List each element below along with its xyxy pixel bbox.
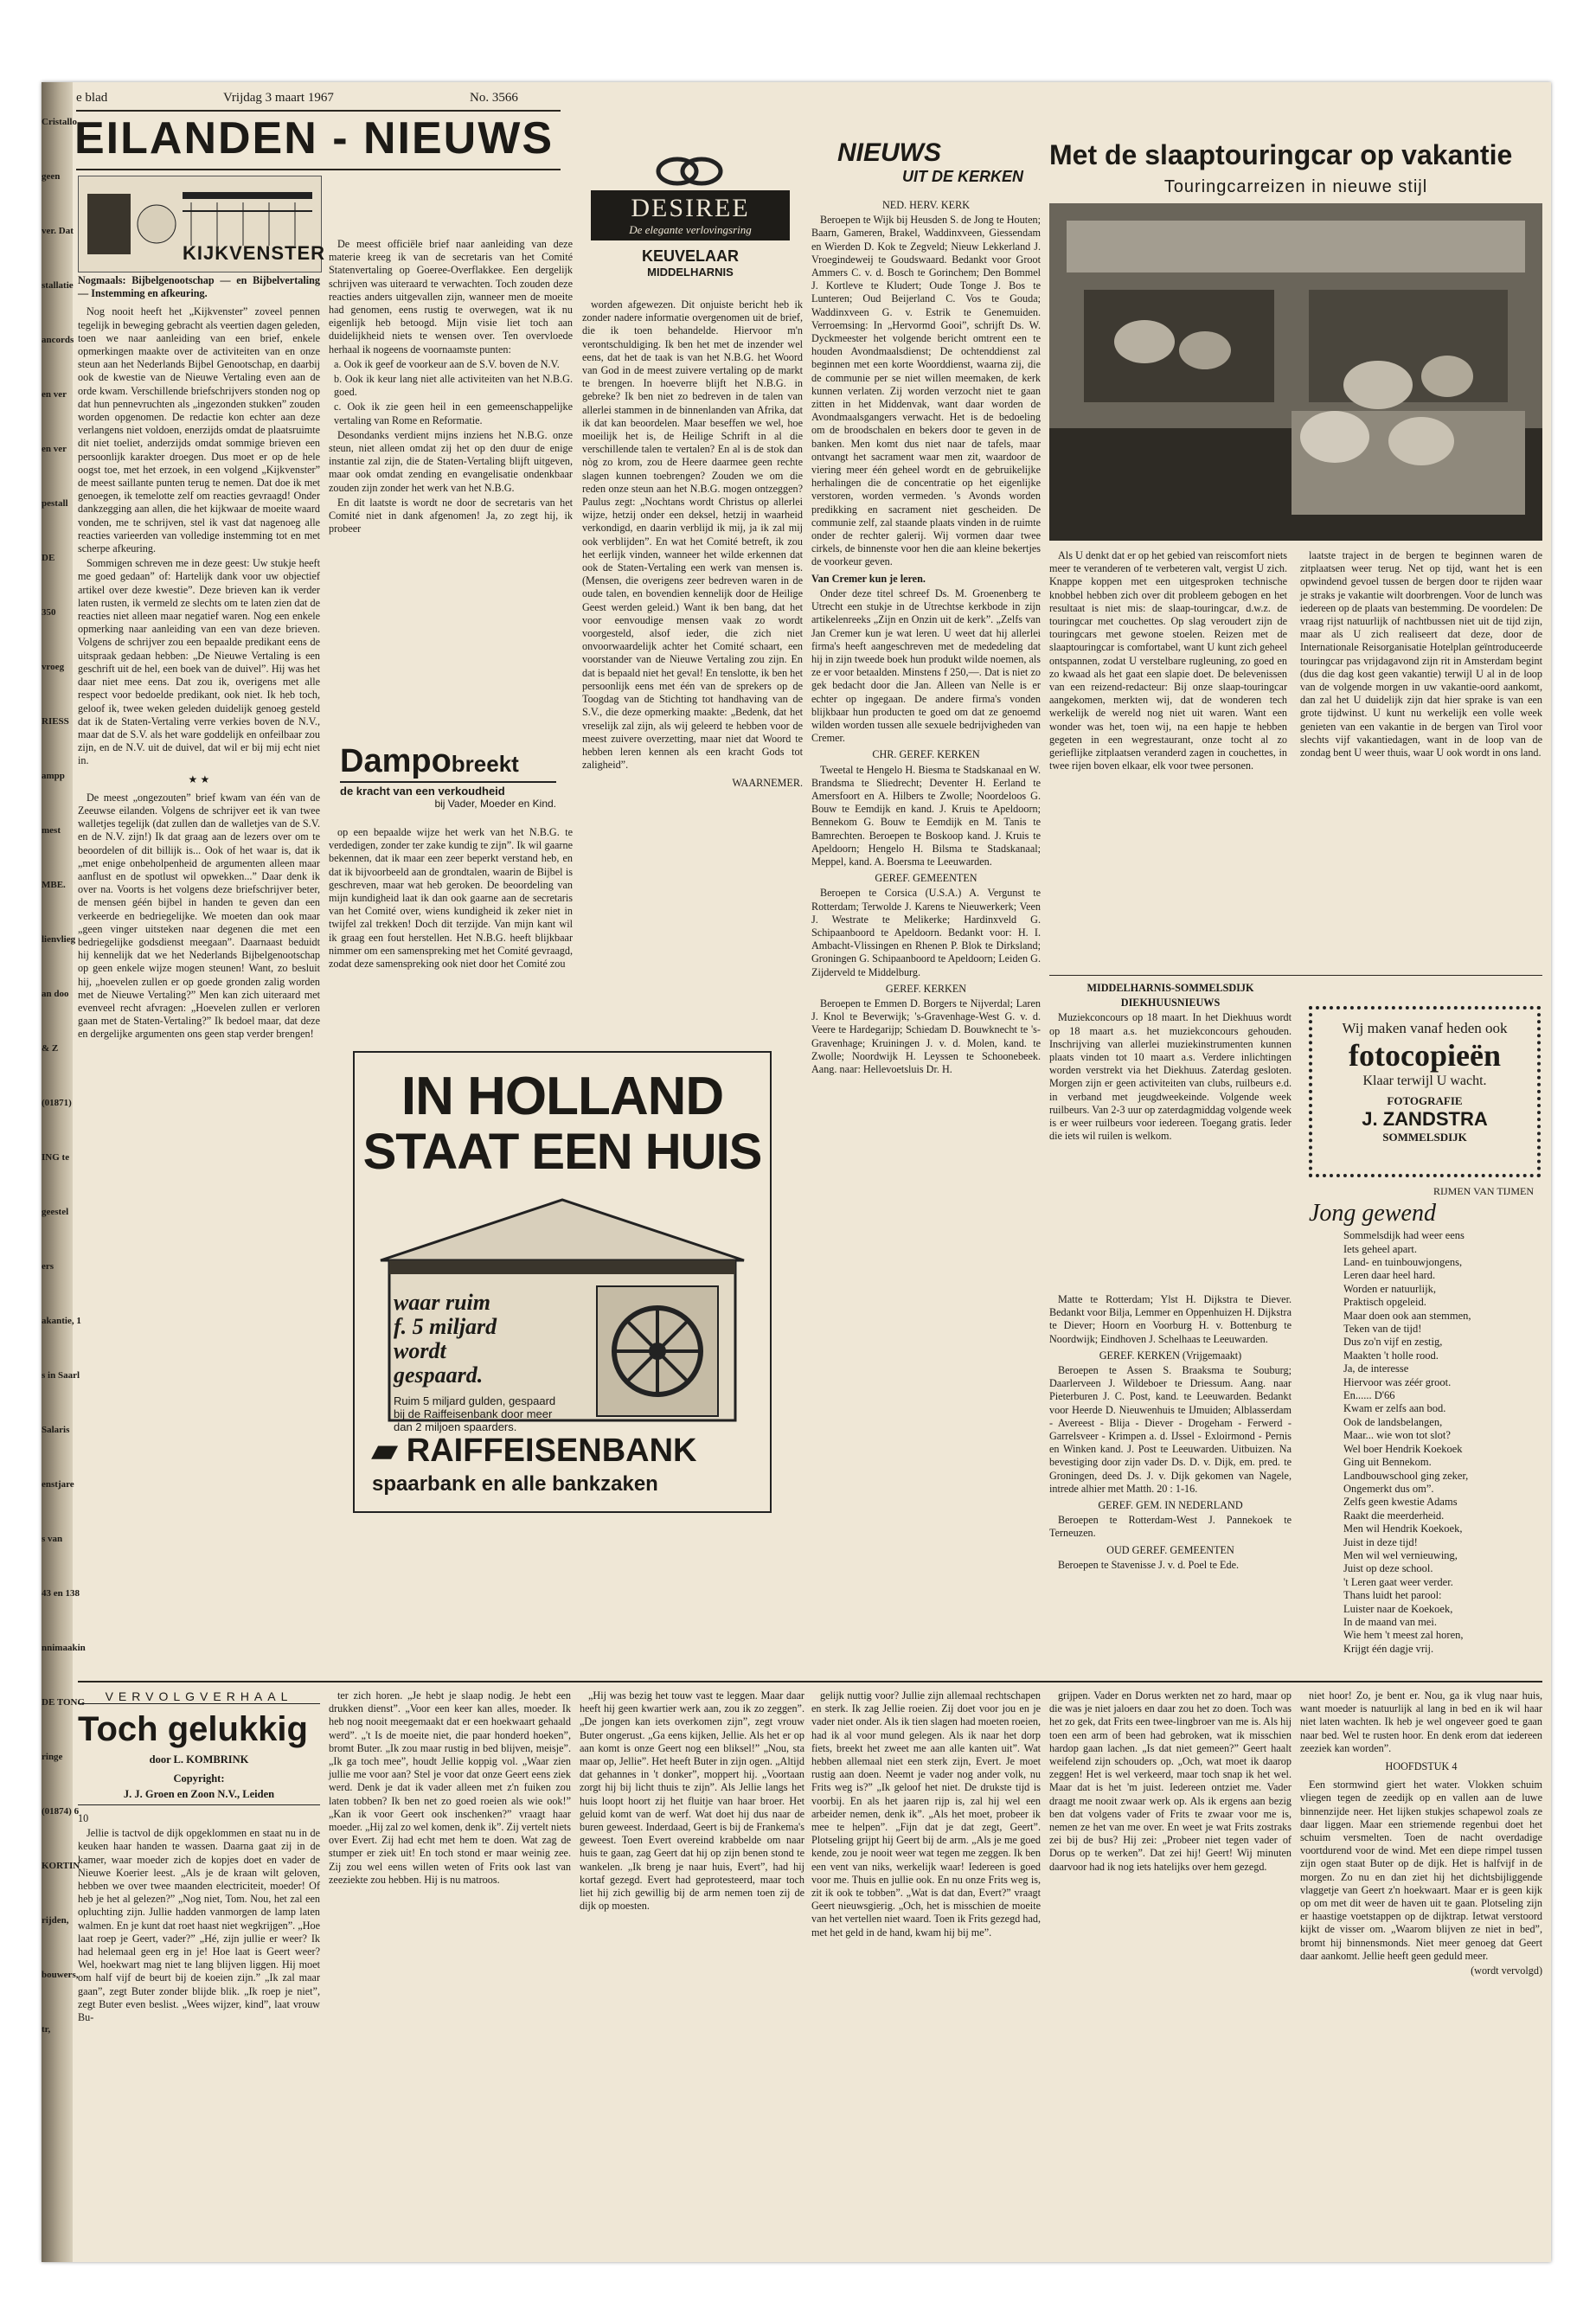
desiree-brand: DESIREE [631,194,750,222]
kerken-column [811,199,1041,1661]
left-fragment-text: stallatie [42,280,74,291]
kerken-text-4: Beroepen te Corsica (U.S.A.) A. Vergunst te Rotterdam; Terwolde J. Karens te Nieuwerkerk; Veen J. Westrate te Melikerke; Hardinxveld G. Schipaanboord te Apeldoorn. Bedankt voor: H. I. Ambacht-Vlissingen en Rhenen P. Blok te Dirksland; Groningen G. Schipaanboord te Apeldoorn; Leiden G. Zijderveld te Middelburg. [811,887,1041,978]
kijkvenster-subtitle: Nogmaals: Bijbelgenootschap — en Bijbelvertaling — Instemming en afkeuring. [78,274,320,300]
kijkvenster-body-2: Sommigen schreven me in deze geest: Uw stukje heeft me goed gedaan” of: Hartelijk dank voor uw objectief artikel over deze kwestie”. Deze brieven kan ik verder laten rusten, ik vermeld ze slechts om te laten zien dat de reacties niet alleen maar negatief waren. Nog een enkele opmerking naar aanleiding van een van deze brieven. Volgens de schrijver zou een bepaalde predikant eens de uitspraak gedaan hebben: „De Nieuwe Vertaling is een geschrift uit de hel, een boek van de duivel”. Hij was het daar niet mee eens. Dat zou ik, overigens met alle respect voor bedoelde predikant, ook niet. Ik heb toch, geloof ik, twee weken geleden duidelijk genoeg gesteld dat ik de Staten-Vertaling verre verkies boven de N.V., maar dat de S.V. als het ware goddelijk en onfeilbaar zou zijn, en de N.V. uit de duivel, dat wil er bij mij echt niet in. [78,557,320,767]
left-fragment-text: enstjare [42,1479,74,1490]
kerken2-text-1: Beroepen te Assen S. Braaksma te Souburg; Daarlerveen J. Wildeboer te Driessum. Aang. naar Pieterburen J. C. Post, kand. te Leeuwarden. Bedankt voor Heerde D. Nieuwenhuis te IJmuiden; Alblasserdam - Avereest - Blija - Diever - Drogeham - Ferwerd - Garrelsveer - Krimpen a. d. IJssel - Exloirmond - Pernis en Winken kand. J. Post te Leeuwarden. Uitbuizen. Na bevestiging door zijn vader Ds. D. v. Dijk, em. pred. te Groningen, deed Ds. J. v. Dijk gekomen van Nagele, intrede alhier met Matth. 20 : 1-16. [1049,1364,1292,1495]
poem-line: Hiervoor was zéér groot. [1343,1375,1452,1388]
poem-line: Men wil wel vernieuwing, [1343,1548,1458,1561]
newspaper-page [42,82,1551,2262]
poem-line: Iets geheel apart. [1343,1242,1418,1255]
poem-line: Dus zo'n vijf en zestig, [1343,1336,1443,1349]
kerken-heading-2: Van Cremer kun je leren. [811,572,926,585]
poem-line: Thans luidt het parool: [1343,1589,1442,1602]
vervolg-col6: niet hoor! Zo, je bent er. Nou, ga ik vlug naar huis, want moeder is natuurlijk al lang in bed en ik wil haar niet laten wachten. Ik heb je wel ongeveer goed te gaan naar bed. Wel te rusten hoor. En denk erom dat iedereen zeeziek kan worden”. [1300,1689,1542,1754]
kerken2-heading-1: GEREF. KERKEN (Vrijgemaakt) [1099,1349,1242,1362]
raiffeisen-logo-icon: ▰ [372,1433,398,1469]
raiffeisen-amount-box [394,1291,567,1433]
kijkvenster-body-3: De meest „ongezouten” brief kwam van één van de Zeeuwse eilanden. Volgens de schrijver eet ik van twee walletjes tegelijk (dat zullen dan de walletjes van de S.V. en de N.V. zijn!) Ik dat graag aan de lezers over om te beoordelen of dit billijk is... Ook of het waar is, dat ik „met enige onbeholpenheid de argumenten alleen maar aanflust en de spotlust wil opwekken...” Daar denk ik over na. Voorts is het volgens deze briefschrijver beter, de mensen géén bijbel in handen te geven dan een verkeerde en bedriegelijke. We moeten dan ook maar „geen vinger uitsteken naar degenen die met een bedriegelijke godsdienst meegaan”. Daarnaast beduidt hij kennelijk dat we het Nederlands Bijbelgenootschap op geen enkele wijze mogen steunen! Want, zo besluit hij, „hoevelen zullen er op goede gronden zalig worden met de Nieuwe Vertaling?” Men kan zich uiteraard met evenveel recht afvragen: „Hoevelen zullen er verloren gaan met de Staten-Vertaling?” Ik bedoel maar, dat deze en dergelijke argumenten ons geen stap verder brengen! [78,791,320,1041]
poem-title: Jong gewend [1309,1200,1436,1227]
poem-line: Wie hem 't meest zal horen, [1343,1629,1464,1642]
left-fragment-text: nnimaakin [42,1643,86,1653]
fotocopie-line-3: FOTOGRAFIE [1387,1094,1463,1107]
kijkvenster-stars: ★ ★ [188,772,210,785]
raiffeisen-amount-1: waar ruim [394,1290,490,1315]
desiree-town: MIDDELHARNIS [647,266,734,279]
vervolg-col5: grijpen. Vader en Dorus werkten net zo hard, maar op die was je niet jaloers en daar zou het zo doen. Toch was het zo gek, dat Frits een twee-lingbroer van me is. Als hij toen een arm of been had gebroken, wat ik misschien hardop gaan lachen. „Is dat niet gemeen?” Geert haalt weifelend zijn schouders op. „Och, wat moet ik daarop zeggen! Het is wel verkeerd, maar toch snap ik het wel. Maar dat is het 'm juist. Iedereen ontziet me. Vader draagt me nooit zwaar werk op. Als ik ergens aan bezig ben dat volgens vader of Frits te zwaar voor me is, nemen ze het van me over. En weet je wat Frits zostraks zei bij de bus? Hij zei: „Probeer niet tegen vader of Dorus op te werken”. Dat zei hij! Geert! Wij minuten daarvoor had ik nog iets hatelijks over hem gezegd. [1049,1689,1292,1873]
left-fragment-text: 350 [42,607,56,618]
left-fragment-text: MBE. [42,880,66,890]
ring-icon [582,147,798,190]
diekhuis-column [1049,982,1292,1328]
left-fragment-text: ringe [42,1752,63,1762]
vervolg-publisher: J. J. Groen en Zoon N.V., Leiden [78,1788,320,1805]
vervolg-column-4 [811,1689,1041,2243]
col2-body: De meest officiële brief naar aanleiding van deze materie kreeg ik van de secretaris van het Comité Statenvertaling op Goeree-Overflakkee. Een dergelijk schrijven was uiteraard te verwachten. Toch zouden deze reacties anders uitgevallen zijn, wanneer men de moeite had genomen, eens rustig te overwegen, wat ik nu eigenlijk heb betoogd. Mijn visie liet toch aan duidelijkheid niets te wensen over. Ten overvloede herhaal ik nogeens de voornaamste punten: [329,238,573,356]
poem-line: Krijgt één dagje vrij. [1343,1642,1434,1655]
vervolg-copyright: Copyright: [173,1772,225,1785]
kijkvenster-column [78,274,320,1645]
poem-line: Maakten 't holle rood. [1343,1349,1439,1362]
vervolg-column-5 [1049,1689,1292,2243]
fotocopie-line-2: Klaar terwijl U wacht. [1362,1074,1487,1088]
masthead-title: EILANDEN - NIEUWS [74,113,554,163]
desiree-shop: KEUVELAAR [641,247,739,265]
vervolg-chapter: HOOFDSTUK 4 [1385,1760,1458,1773]
poem-line: Wel boer Hendrik Koekoek [1343,1442,1463,1455]
poem-line: Teken van de tijd! [1343,1323,1422,1336]
left-fragment-text: ancords [42,335,74,345]
dampo-line-2: bij Vader, Moeder en Kind. [434,798,556,810]
poem-line: Worden er natuurlijk, [1343,1282,1436,1295]
kerken-title-1: NIEUWS [837,138,941,167]
col3-signature: WAARNEMER. [732,777,803,790]
poem-line: Maar doen ook aan stemmen, [1343,1309,1471,1322]
col2-body-2: Desondanks verdient mijns inziens het N.B.G. onze steun, niet alleen omdat zij het op den duur de enige instantie zal zijn, die de Staten-Vertaling blijft uitgeven, maar ook omdat zending en evangelisatie ondenkbaar zouden zijn zonder het werk van het N.B.G. [329,428,573,494]
dampo-brand-2: breekt [451,751,519,777]
left-fragment-text: RIESS [42,716,69,727]
left-fragment-text: & Z [42,1043,59,1054]
vervolg-col1: Jellie is tactvol de dijk opgeklommen en staat nu in de keuken haar handen te wassen. Daarna gaat zij in de kamer, waar moeder zich de kopjes doet en vader de Nieuwe Koerier leest. „Als je de kraan wilt geloven, hebben we over twee maanden electriciteit, moeder! Of heb je het al gelezen?” „Nog niet, Tom. Nou, het zal een opluchting zijn. Jullie hadden vanmorgen de lamp laten walmen. En je kunt dat roet haast niet wegkrijgen”. „Hoe laat roep je Geert, vader?” „Hé, zijn jullie er weer? Ik had helemaal geen erg in je! Hoe laat is Geert weer? Wel, hoekwart mag niet te lang blijven liggen. Hij moet om half vijf de beurt bij de koeien zijn.” „Ik zal maar gaan”, zegt Buter zonder blijde blik. „Ik roep je niet”, zegt Buter even beslist. „Wees wijzer, kind”, laat vrouw Bu- [78,1827,320,2024]
col2-body-4: op een bepaalde wijze het werk van het N.B.G. te verdedigen, zonder ter zake kundig te zijn”. Ik wil gaarne bekennen, dat ik maar een zeer beperkt verstand heb, en dat ik bijvoorbeeld aan de grondtalen, waarin de Bijbel is geschreven, maar wat heb geroken. De beoordeling van mijn kundigheid laat ik dan ook gaarne aan de secretaris van het Comité over, wiens kundigheid ik zeker niet in twijfel zal trekken! Doch dit terzijde. Van mijn kant wil ik graag een fout herstellen. Het N.B.G. heeft blijkbaar nimmer om een samenspreking met het Comité gevraagd, zodat deze samenspreking ook niet door het Comité zou [329,826,573,971]
raiffeisen-small: Ruim 5 miljard gulden, gespaard bij de Raiffeisenbank door meer dan 2 miljoen spaarders. [394,1394,556,1433]
column-3-top [582,298,803,1034]
kijkvenster-logo-text: KIJKVENSTER [183,242,326,264]
raiffeisen-ad [353,1051,772,1513]
left-fragment-text: s in Saarl [42,1370,80,1381]
fotocopie-big: fotocopieën [1349,1038,1501,1073]
fotocopie-line-1: Wij maken vanaf heden ook [1342,1020,1508,1036]
slaaptouring-subhead: Touringcarreizen in nieuwe stijl [1163,177,1428,196]
raiffeisen-amount-4: gespaard. [394,1362,484,1388]
col2-point-b: b. Ook ik keur lang niet alle activiteiten van het N.B.G. goed. [334,373,573,399]
kerken2-heading-2: GEREF. GEM. IN NEDERLAND [1098,1499,1243,1512]
left-fragment-text: akantie, 1 [42,1316,81,1326]
vervolg-chapter-num: 10 [78,1812,89,1824]
poem-column [1309,1185,1534,1678]
raiffeisen-headline-1: IN HOLLAND [401,1067,724,1126]
touringcar-photo [1049,203,1542,541]
masthead-left-fragment: e blad [76,91,108,105]
dampo-line-1: de kracht van een verkoudheid [340,781,556,798]
touringcar-photo-scene [1049,203,1542,541]
left-fragment-text: vroeg [42,662,65,672]
poem-line: Land- en tuinbouwjongens, [1343,1256,1463,1269]
vervolg-col4: gelijk nuttig voor? Jullie zijn allemaal rechtschapen en sterk. Ik zag Jellie roeien. Zij doet voor jou en je vader niet onder. Als ik tien slagen had moeten roeien, had ik al voor mund gelegen. Als ik naar het dorp fiets, breekt het zweet me aan alle kanten uit”. Wat hebben allemaal niet een sterk zijn, Evert. Je moet rustig aan doen. Neemt je vader nog ander volk, nu Frits weg is?” „Ik geloof het niet. De drukste tijd is voorbij. En als het jaaren rijp is, zal hij wel een arbeider nemen, denk ik”. „Als het moet, probeer ik mee te helpen”. „Fijn dat je dat zegt, Geert”. Plotseling grijpt hij Geert bij de arm. „Als je me goed kende, zou je nooit weer wat tegen me zeggen. Ik ben een vent van niks, werkelijk waar! Iedereen is goed voor me. Thuis en jullie ook. En nu onze Frits weg is, zit ik ook te tobben”. „Wat is dat dan, Evert?” vraagt Geert nieuwsgierig. „Och, het is misschien de moeite van het vertellen niet waard. Toen ik Frits gezegd had, met het geld in de hand, kwam hij bij me”. [811,1689,1041,1939]
left-fragment-text: geen [42,171,61,182]
poem-line: Kwam er zelfs aan bod. [1343,1402,1446,1415]
slaaptouring-text-2: laatste traject in de bergen te beginnen waren de zitplaatsen weer terug. Net op tijd, want het is een opwindend gevoel tussen de bergen door te rijden waar je straks je vakantie wilt doorbrengen. Voor de lunch was iedereen op de plaats van bestemming. De voordelen: De vraag rijst natuurlijk of nachtbussen niet uit de tijd zijn, maar als U zich realiseert dat deze, door de Internationale Reisorganisatie Hotelplan geïntroduceerde touringcar pas vrijdagavond zijn rit in Amsterdam begint (dus die dag kost geen vakantie) terwijl U al in de loop van de volgende morgen in uw vakantie-oord aankomt, dan zal het U duidelijk zijn dat hier sprake is van een grote tijdwinst. U kunt nu werkelijk een volle week genieten van een vakantie in de bergen van Tirol voor slechts vijf vakantiedagen, want in de loop van de zondag bent U weer thuis, waar U ook wordt in ons land. [1300,549,1542,760]
poem-line: Praktisch opgeleid. [1343,1296,1426,1309]
desiree-ad [582,147,798,294]
kerken2-text-2: Beroepen te Rotterdam-West J. Pannekoek te Terneuzen. [1049,1514,1292,1540]
slaaptouring-headline: Met de slaaptouringcar op vakantie [1049,139,1513,170]
masthead-date: Vrijdag 3 maart 1967 [223,91,334,105]
left-fragment-text: geestel [42,1207,69,1217]
kerken2-text-3: Beroepen te Stavenisse J. v. d. Poel te Ede. [1058,1558,1240,1571]
kijkvenster-logo [78,176,326,272]
poem-lines [1343,1229,1534,1656]
poem-line: Ook de landsbelangen, [1343,1415,1443,1428]
fotocopie-ad [1309,1006,1541,1177]
left-fragment-text: (01874) 6 [42,1806,80,1817]
diekhuis-text: Muziekconcours op 18 maart. In het Diekhuus wordt op 18 maart a.s. het muziekconcours gehouden. Inschrijving van allerlei muziekinstrumenten kunnen plaats vinden tot 10 maart a.s. Verdere inlichtingen worden verstrekt via het Diekhuus. Zaterdag gesloten. Morgen zijn er geen activiteiten van clubs, ruilbeurs e.d. in verband met jeugdweekeinde. Volgende week ruilbeurs. Van 2-3 uur op zaterdagmiddag volgende week is er weer ruilbeurs voor iedereen. Toegang gratis. Ieder die iets wil ruilen is welkom. [1049,1011,1292,1143]
kerken-heading-1: NED. HERV. KERK [881,199,971,211]
masthead-issue: No. 3566 [470,91,518,105]
left-fragment-text: ver. Dat [42,226,74,236]
poem-line: Sommelsdijk had weer eens [1343,1229,1465,1242]
kerken-text-2: Onder deze titel schreef Ds. M. Groenenberg te Utrecht een stukje in de Utrechtse kerkbode in zijn artikelenreeks „Zijn en Onzin uit de kerk”. „Zelfs van Jan Cremer kun je wat leren. U weet dat hij allerlei firma's heeft aangeschreven met de mededeling dat hij in zijn tweede boek hun produkt wilde noemen, als ze er voor betaalden. Minstens f 250,—. Dat is niet zo gek bedacht door die Jan. Alleen van Nelle is er echter op ingegaan. De andere firma's vonden blijkbaar hun producten te goed om dat ze genoemd wilden worden tussen alle sexuele bedrijvigheden van Cremer. [811,586,1041,745]
col2-body-3: En dit laatste is wordt ne door de secretaris van het Comité niet in dank afgenomen! Ja, zo zegt hij, ik probeer [329,496,573,535]
poem-line: 't Leren gaat weer verder. [1343,1575,1453,1588]
dampo-ad [340,744,556,822]
vervolg-label: VERVOLGVERHAAL [78,1689,320,1704]
poem-line: Maar... wie won tot slot? [1343,1429,1451,1442]
vervolg-col2: ter zich horen. „Je hebt je slaap nodig. Je hebt een drukken dienst”. „Voor een keer kan alles, moeder. Ik heb nog nooit meegemaakt dat er een hoekwaart gehaald werd”. „'t Is de moeite niet, die paar honderd hoeken”, bromt Buter. „Ik zou maar rustig in bed blijven, meisje”. „Ik ga toch mee”, houdt Jellie koppig vol. „Waar zien jullie me voor aan? Stel je voor dat onze Geert eens ziek werd. Denk je dat ik vader alleen met z'n fuiken zou laten tobben? Ik ben net zo goed roeien als wie ook!” „Kan ik voor Geert ook inschenken?” vraagt haar moeder. „Hij zal zo wel komen, denk ik”. Zij vertelt niets over Evert. Zij had echt met hem te doen. Wat zag de stumper er ziek uit! En toch stond er maar weinig zee. Zij zou wel eens willen weten of Frits ook last van zeeziekte zou hebben. Hij is nu matroos. [329,1689,571,1886]
poem-line: En...... D'66 [1343,1389,1395,1402]
left-fragment-text: bouwers, [42,1970,79,1980]
poem-line: Ging uit Bennekom. [1343,1456,1432,1469]
kerken-heading-3: CHR. GEREF. KERKEN [872,748,980,761]
left-fragment-text: rijden, [42,1915,69,1926]
fotocopie-line-5: SOMMELSDIJK [1382,1131,1467,1144]
diekhuis-heading: MIDDELHARNIS-SOMMELSDIJK [1086,982,1254,994]
kijkvenster-body: Nog nooit heeft het „Kijkvenster” zoveel pennen tegelijk in beweging gebracht als veertien dagen geleden, toen we naar aanleiding van een brief, enkele opmerkingen maakte over de activiteiten van en onze steun aan het Nederlands Bijbel Genootschap, en daarbij ook de kwestie van de Nieuwe Vertaling even aan de orde kwam. Verschillende briefschrijvers stonden nog op dat hun pennevruchten als „ingezonden stukken” zouden worden opgenomen. De redactie kon echter aan deze verlangens niet voldoen, enerzijds omdat de plaatsruimte dit niet toeliet, anderzijds omdat sommige brieven een persoonlijk karakter droegen. Dus moet er op de hele oogst toe, met het erzoek, in een volgend „Kijkvenster” de meest saillante punten terug te nemen. Dat doe ik met genoegen, ik temelotte zelf om reacties gevraagd! Onder dankzegging aan allen, die het kijkwaar de moeite waard vonden, me te schrijven, stel ik vast dat nagenoeg alle reacties varieerden van volledige instemming tot en met scherpe afkeuring. [78,305,320,555]
raiffeisen-bank-name: RAIFFEISENBANK [406,1433,697,1469]
left-fragment-text: DE TONG [42,1697,86,1708]
left-fragment-text: Salaris [42,1425,70,1435]
dampo-brand: Dampo [340,743,452,779]
kerken-title-2: UIT DE KERKEN [902,168,1024,185]
kerken-title [811,138,1036,186]
slaaptouring-column-2 [1300,549,1542,969]
col2-point-c: c. Ook ik zie geen heil in een gemeenschappelijke vertaling van Rome en Reformatie. [334,401,573,426]
left-fragment-text: KORTIN [42,1861,80,1871]
column-2-top [329,238,573,731]
column-2-continuation [329,826,573,1051]
left-fragment-text: (01871) [42,1098,72,1108]
slaaptouring-text-1: Als U denkt dat er op het gebied van reiscomfort niets meer te veranderen of te verbeteren valt, vergist U zich. Knappe koppen met een uitgesproken technische knobbel hebben zich over dit probleem gebogen en het resultaat is niet mis: de slaap-touringcar, d.w.z. de touringcar met couchettes. Op slag veroudert zijn de touringcars met gewone stoelen. Reizen met de slaaptouringcar is comfortabel, want U kunt zich geheel ontspannen, zodat U verstelbare rugleuning, zo goed en zo kwaad als het gaat een slapie doet. De belevenissen van een reizend-redacteur: Bij onze slaap-touringcar aangekomen, merkten wij, dat de wonderen tech werkelijk de wereld nog niet uit waren. Want een wonder was het, toen wij, na een hapje te hebben gegeten in een wegrestaurant, onze tocht al zo gerieflijke zitplaatsen veranderd zagen in couchettes, in twee rijen boven elkaar, elk voor twee personen. [1049,549,1287,772]
vervolg-column-2 [329,1689,571,2243]
left-fragment-text: lienvlieg [42,934,76,945]
left-fragment-text: an doo [42,989,69,999]
kerken-text-1: Beroepen te Wijk bij Heusden S. de Jong te Houten; Baarn, Gameren, Brakel, Waddinxveen, Giessendam en Wierden D. Kok te Zegveld; Nieuw Lekkerland J. Vroegindeweij te Goudswaard. Bedankt voor Groot Ammers C. v. d. Bosch te Gorinchem; Den Bommel J. Kortleve te Kludert; Oude Tonge J. Bos te Lunteren; Oud Beijerland C. Vos te Gouda; Waddinxveen G. v. Estrik te Genemuiden. Verroemsing: In „Hervormd Gooi”, schrijft Ds. W. Dyckmeester het volgende bericht omtrent een te houden Avondmaalsdienst; De ochtenddienst zal beginnen met een korte Woorddienst, waarna zij, die de communie per se niet willen meemaken, de kerk kunnen verlaten. Zij worden verzocht niet te gaan zitten in het Middenvak, want daar worden de Avondmaalsgangers verwacht. Het is de bedoeling om de broodschalen en bekers door te geven in de banken. Men komt dus niet naar de tafels, maar ontvangt het sacrament waar men zit, waardoor de viering meer één geheel wordt en de gebruikelijke herhalingen die de concentratie op het eigenlijke verstoren, worden vermeden. 's Avonds worden predikking en sacrament niet gescheiden. De communie zelf, zal staande plaats vinden in de ruimte onder de rechter galerij. Wij vormen daar twee cirkels, de binnenste voor hen die aan kleine bekertjes de voorkeur geven. [811,214,1041,568]
diekhuis-subheading: DIEKHUUSNIEUWS [1120,997,1221,1009]
raiffeisen-bank [372,1433,753,1468]
vervolg-column-1 [78,1812,320,2245]
kerken-continuation [1049,1293,1292,1682]
poem-line: Luister naar de Koekoek, [1343,1602,1453,1615]
kerken2-text: Matte te Rotterdam; Ylst H. Dijkstra te Diever. Bedankt voor Bilja, Lemmer en Oppenhuizen H. Dijkstra te Diever; Hoorn en Voorburg H. v. Bottenburg te Noordwijk; Eindhoven J. Schelhaas te Leeuwarden. [1049,1293,1292,1345]
poem-line: Leren daar heel hard. [1343,1269,1436,1282]
raiffeisen-amount-2: f. 5 miljard [394,1314,497,1339]
fotocopie-line-4: J. ZANDSTRA [1362,1108,1488,1130]
poem-line: Ja, de interesse [1343,1362,1409,1375]
left-fragment-text: en ver [42,389,67,400]
kerken-heading-5: GEREF. KERKEN [885,982,967,995]
raiffeisen-slogan: spaarbank en alle bankzaken [372,1472,658,1496]
kerken2-heading-3: OUD GEREF. GEMEENTEN [1106,1543,1234,1556]
left-fragment-text: 43 en 138 [42,1588,80,1599]
left-fragment-text: en ver [42,444,67,454]
desiree-tagline: De elegante verlovingsring [629,223,752,236]
left-fragment-text: pestall [42,498,68,509]
poem-line: Juist op deze school. [1343,1562,1433,1575]
poem-byline: RIJMEN VAN TIJMEN [1433,1185,1534,1197]
raiffeisen-amount-3: wordt [394,1338,446,1363]
vervolg-column-6 [1300,1689,1542,2243]
left-fragment-text: ers [42,1261,54,1272]
vervolg-col6b: Een stormwind giert het water. Vlokken schuim vliegen tegen de zeedijk op en vallen aan de luwe binnenzijde neer. Het lijken stukjes schapewol zoals ze daar liggen. Maar een striemende regenbui doet het schuim versmelten. Toen de nacht overdadige voortdurend voor de wind. Met een diepe rimpel tussen zijn ogen staat Buter op de dijk. Het is halfvijf in de morgen. Zo nu en dan ziet hij het dichtsbijliggende vlaggetje van Geert z'n hoekwaart. Maar er is geen kijk op om met dit weer de haven uit te gaan. Plotseling zijn er haastige voetstappen op de dijktrap. Ietwat verstoord kijkt de visser om. „Waarom blijven ze niet in bed”, bromt hij binnensmonds. Niet meer genoeg dat Geert daar aankomt. Jellie heeft geen geduld meer. [1300,1779,1542,1962]
left-fragment-text: tr, [42,2024,51,2035]
poem-line: Raakt die meerderheid. [1343,1509,1445,1522]
left-fragment-text: Cristallo [42,117,77,127]
poem-line: Ongemerkt dus om”. [1343,1482,1434,1495]
vervolg-col3: „Hij was bezig het touw vast te leggen. Maar daar heeft hij geen kwartier werk aan, zou ik zo zeggen”. „De jongen kan iets overkomen zijn”, zegt vrouw Buter ongerust. „Ga eens kijken, Jellie. Als het er op aan komt is onze Geert nog een bliksel!” „Nou, sta maar op, Jellie”. Het heeft Buter in zijn ogen. „Altijd dat gehannes in 't donker”, moppert hij. „Voortaan zorgt hij bij licht thuis te zijn”. Als Jellie langs het huis loopt hoort zij het fluitje van haar broer. Het geluid komt van de werf. Wat doet hij dus naar de buren geweest. Inderdaad, Geert is bij de Frankema's geweest. Toen Evert overeind krabbelde om naar huis te gaan, zag Geert dat hij op zijn benen stond te wankelen. „Ik breng je naar huis, Evert”, had hij kortaf gezegd. Evert had geprotesteerd, maar toch liet hij zich gewillig bij de arm nemen toen zij de dijk op moesten. [580,1689,804,1913]
kerken-text-3: Tweetal te Hengelo H. Biesma te Stadskanaal en W. Brandsma te Sliedrecht; Deventer H. Eerland te Amersfoort en A. Hilbers te Zwolle; Noordeloos G. Bouw te Eemdijk en kand. J. Kruis te Apeldoorn; Bennekom G. Bouw te Eemdijk en M. Tanis te Bamrechten. Beroepen te Boskoop kand. J. Kruis te Apeldoorn; Hengelo H. Bilsma te Stadskanaal; Meppel, kand. A. Boersma te Leeuwarden. [811,763,1041,868]
vervolg-title: Toch gelukkig [78,1710,308,1748]
left-fragment-text: ING te [42,1152,70,1163]
raiffeisen-headline-2: STAAT EEN HUIS [362,1124,762,1180]
poem-line: Zelfs geen kwestie Adams [1343,1496,1458,1509]
col3-body: worden afgewezen. Dit onjuiste bericht heb ik zonder nadere informatie overgenomen uit de brief, die ik toen behandelde. Hiervoor m'n verontschuldiging. Ik ben het met de inzender wel eens, dat het de taak is van het N.B.G. het Woord van God in de meest zuivere vertaling op de markt te brengen. In hoeverre blijft het N.B.G. in gebreke? Ik ben niet zo bedreven in de talen van allerlei stammen in de binnenlanden van Afrika, dat ik dat kan beoordelen. Maar beseffen we wel, hoe moeilijk het is, de Heilige Schrift in al die verschillende talen te vertalen? En al is de stok dan nòg zo krom, zou de Heere daarmee geen rechte slagen kunnen toebrengen? Zouden we om die reden onze steun aan het N.B.G. mogen ontzeggen? Paulus zegt: „Nochtans wordt Christus op allerlei wijze, hetzij onder een deksel, hetzij in waarheid verkondigd, en daarin verblijd ik mij, ja ik zal mij ook verblijden”. En wat het Comité betreft, ik zou het eerlijk vinden, wanneer het wilde erkennen dat ook de Staten-Vertaling een werk van mensen is. (Mensen, die overigens zeer bedreven waren in de oude talen, en bovendien kennelijk door de Heilige Geest werden geleid.) Want ik ben bang, dat het voor eenvoudige mensen vaak zo wordt voorgesteld, alsof ieder, die zich niet onvoorwaardelijk achter het Comité schaart, een voorstander van de Nieuwe Vertaling zou zijn. En dat is bepaald niet het geval! En tenslotte, ik ben het persoonlijk eens met één van de sprekers op de Toogdag van de Stichting tot handhaving van de S.V., die deze opmerking maakte: „Bedenk, dat het vreselijk zal zijn, als wij geleerd te hebben voor de meest zuivere overzetting, maar niet dat Woord te hebben leren kennen als een kracht Gods tot zaligheid”. [582,298,803,772]
kerken-heading-4: GEREF. GEMEENTEN [875,872,977,885]
vervolg-author: door L. KOMBRINK [149,1753,249,1766]
poem-line: Landbouwschool ging zeker, [1343,1469,1469,1482]
left-fragment-text: DE [42,553,55,563]
poem-line: In de maand van mei. [1343,1615,1437,1628]
col2-point-a: a. Ook ik geef de voorkeur aan de S.V. boven de N.V. [334,357,560,370]
slaaptouring-column-1 [1049,549,1287,969]
left-fragment-text: mest [42,825,61,836]
kerken-text-5: Beroepen te Emmen D. Borgers te Nijverdal; Laren J. Knol te Beverwijk; 's-Gravenhage-West G. v. d. Veere te Hardegarijp; Schiedam D. Bouwknecht te 's-Gravenhage; Kruiningen J. v. d. Molen, kand. te Zwolle; Noordwijk H. Leyssen te Schoonebeek. Aang. naar: Hellevoetsluis Dr. H. [811,997,1041,1075]
poem-line: Juist in deze tijd! [1343,1535,1418,1548]
poem-line: Men wil Hendrik Koekoek, [1343,1522,1463,1535]
vervolg-continued: (wordt vervolgd) [1471,1965,1542,1977]
left-fragment-text: ampp [42,771,65,781]
vervolg-column-3 [580,1689,804,2243]
left-fragment-text: s van [42,1534,63,1544]
